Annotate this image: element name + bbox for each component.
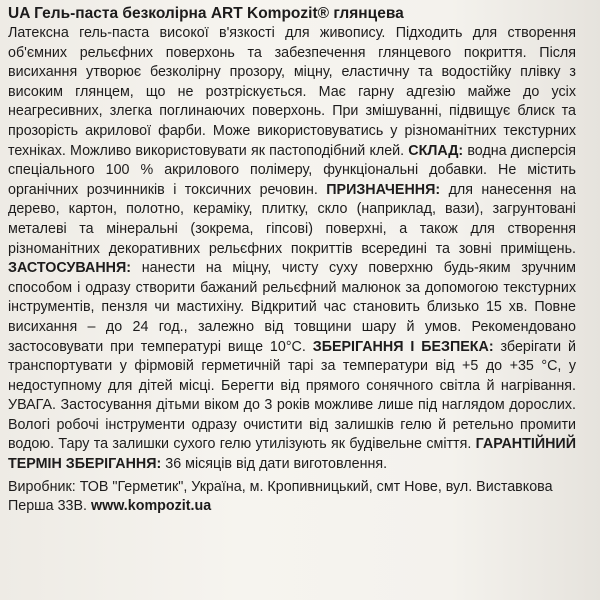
product-finish: глянцева (333, 5, 404, 22)
manufacturer-info (8, 478, 576, 517)
label-body-text (8, 24, 576, 475)
manufacturer-text: Виробник: ТОВ "Герметик", Україна, м. Кропивницький, смт Нове, вул. Виставкова Перша 33В. (8, 478, 553, 515)
product-description: Латексна гель-паста високої в'язкості для живопису. Підходить для створення об'ємних рельєфних поверхонь та забезпечення глянцевого покриття. Після висихання утворює безколірну прозору, міцну, еластичну та водостійку плівку з високим глянцем, що не розтріскується. Має гарну адгезію майже до усіх неагресивних, злегка поглинаючих поверхонь. При змішуванні, підвищує блиск та прозорість акрилової фарби. Може використовуватись у різноманітних текстурних техніках. Можливо використовувати як пастоподібний клей. (8, 25, 576, 159)
product-name: Гель-паста безколірна ART Kompozit® (34, 5, 330, 22)
product-title (8, 4, 576, 23)
warranty-text: 36 місяців від дати виготовлення. (165, 456, 388, 473)
purpose-heading: ПРИЗНАЧЕННЯ: (326, 181, 441, 198)
language-code: UA (8, 5, 30, 22)
composition-heading: СКЛАД: (408, 142, 464, 159)
storage-text: зберігати й транспортувати у фірмовій герметичній тарі за температури від +5 до +35 °С, у недоступному для дітей місці. Берегти від прямого сонячного світла й нагрівання. УВАГА. Застосування дітьми віком до 3 років можливе лише під наглядом дорослих. Вологі робочі інструменти одразу очистити від залишків гелю й ретельно промити водою. Тару та залишки сухого гелю утилізують як будівельне сміття. (8, 338, 576, 453)
warranty-heading: ГАРАНТІЙНИЙ ТЕРМІН ЗБЕРІГАННЯ: (8, 436, 576, 473)
application-heading: ЗАСТОСУВАННЯ: (8, 260, 132, 277)
purpose-text: для нанесення на дерево, картон, полотно, кераміку, плитку, скло (наприклад, вази), загрунтовані металеві та мінеральні (зокрема, гіпсові) поверхні, а також для створення різноманітних декоративних рельєфних покриттів всередині та зовні приміщень. (8, 181, 576, 257)
website-link: www.kompozit.ua (90, 498, 212, 515)
application-text: нанести на міцну, чисту суху поверхню будь-яким зручним способом і одразу створити бажаний рельєфний малюнок за допомогою текстурних інструментів, пензля чи мастихіну. Відкритий час становить близько 15 хв. Повне висихання – до 24 год., залежно від товщини шару й умов. Рекомендовано застосовувати при температурі вище 10°С. (8, 260, 576, 355)
storage-heading: ЗБЕРІГАННЯ І БЕЗПЕКА: (312, 338, 494, 355)
composition-text: водна дисперсія спеціального 100 % акрилового полімеру, функціональні добавки. Не містить органічних розчинників і токсичних речовин. (8, 142, 576, 198)
